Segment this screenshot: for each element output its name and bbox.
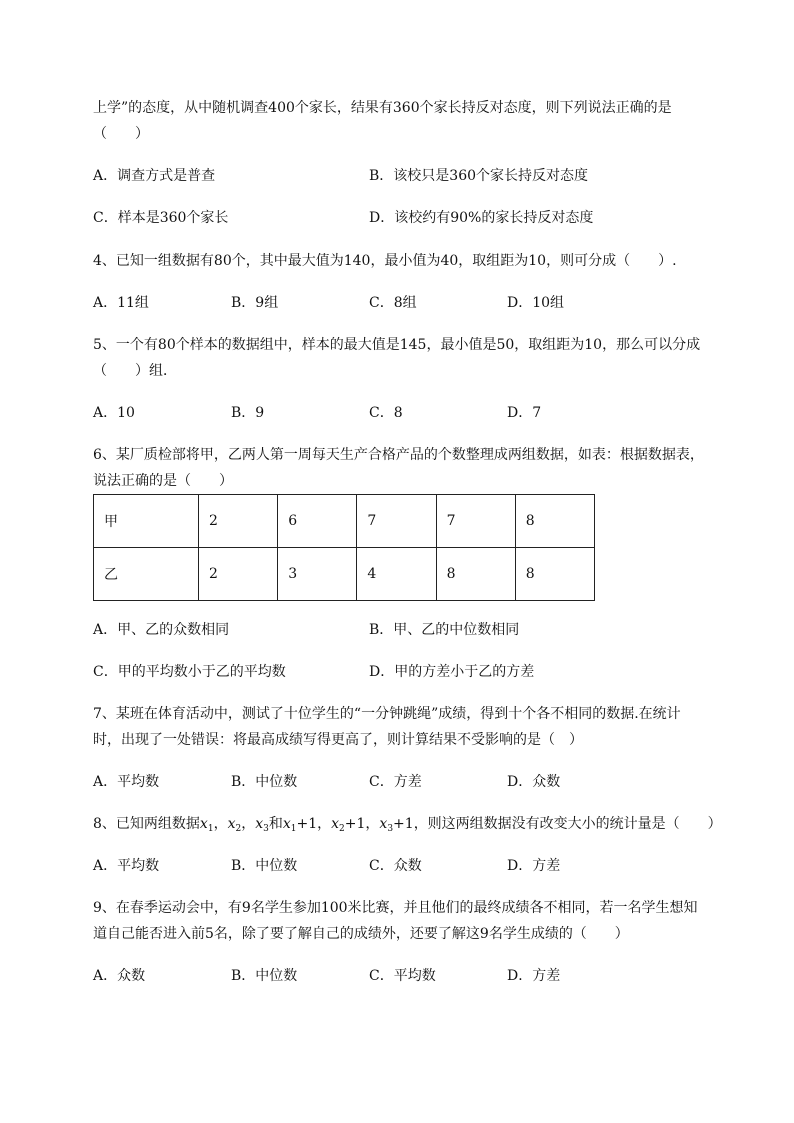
q5-option-a: A．10 — [93, 405, 135, 421]
q3-stem-line1: 上学”的态度，从中随机调查400个家长，结果有360个家长持反对态度，则下列说法正确的是 — [93, 100, 672, 116]
separator: ， — [241, 816, 256, 832]
q8-option-b: B．中位数 — [231, 858, 298, 874]
q9-option-b: B．中位数 — [231, 968, 298, 984]
separator: ， — [317, 816, 332, 832]
q3-option-d: D．该校约有90%的家长持反对态度 — [369, 210, 594, 226]
q7-option-d: D．众数 — [507, 774, 561, 790]
q4-option-c: C．8组 — [369, 295, 417, 311]
q8-option-a: A．平均数 — [93, 858, 160, 874]
q7-option-b: B．中位数 — [231, 774, 298, 790]
q8-stem-prefix: 8、已知两组数据 — [93, 816, 200, 832]
q8-stem-suffix: ，则这两组数据没有改变大小的统计量是（ ） — [413, 816, 722, 832]
table-cell: 8 — [515, 548, 594, 601]
q7-option-a: A．平均数 — [93, 774, 160, 790]
q9-stem-line2: 道自己能否进入前5名，除了要了解自己的成绩外，还要了解这9名学生成绩的（ ） — [93, 926, 629, 942]
q5-stem-line2: （ ）组． — [93, 363, 177, 379]
var-x: x — [199, 816, 208, 832]
q5-stem-line1: 5、一个有80个样本的数据组中，样本的最大值是145，最小值是50，取组距为10，那么可以分成 — [93, 337, 701, 353]
q9-option-a: A．众数 — [93, 968, 146, 984]
table-cell: 8 — [515, 495, 594, 548]
q9-stem-line1: 9、在春季运动会中，有9名学生参加100米比赛，并且他们的最终成绩各不相同，若一名学生想知 — [93, 900, 698, 916]
table-row — [94, 495, 595, 548]
q6-option-a: A．甲、乙的众数相同 — [93, 622, 230, 638]
plus-one: +1 — [344, 816, 366, 832]
plus-one: +1 — [393, 816, 414, 832]
q5-option-c: C．8 — [369, 405, 403, 421]
table-cell: 2 — [199, 548, 278, 601]
q7-option-c: C．方差 — [369, 774, 422, 790]
table-cell: 甲 — [94, 495, 199, 548]
q3-option-c: C．样本是360个家长 — [93, 210, 229, 226]
q3-stem-line2: （ ） — [93, 126, 149, 142]
var-x: x — [227, 816, 236, 832]
q4-stem: 4、已知一组数据有80个，其中最大值为140，最小值为40，取组距为10，则可分成（ ）. — [93, 253, 677, 269]
subscript: 3 — [263, 824, 269, 834]
var-x: x — [379, 816, 388, 832]
subscript: 2 — [339, 824, 345, 834]
plus-one: +1 — [296, 816, 318, 832]
q4-option-d: D．10组 — [507, 295, 565, 311]
q6-option-b: B．甲、乙的中位数相同 — [369, 622, 520, 638]
q8-stem — [93, 814, 722, 839]
q6-option-d: D．甲的方差小于乙的方差 — [369, 664, 535, 680]
table-cell: 2 — [199, 495, 278, 548]
q6-stem-line2: 说法正确的是（ ） — [93, 473, 233, 489]
q7-stem-line1: 7、某班在体育活动中，测试了十位学生的“一分钟跳绳”成绩，得到十个各不相同的数据.在统计 — [93, 706, 681, 722]
q6-data-table — [93, 494, 595, 601]
q3-option-a: A．调查方式是普查 — [93, 168, 216, 184]
q4-option-b: B．9组 — [231, 295, 279, 311]
table-cell: 6 — [278, 495, 357, 548]
table-cell: 7 — [357, 495, 436, 548]
q6-stem-line1: 6、某厂质检部将甲，乙两人第一周每天生产合格产品的个数整理成两组数据，如表：根据数据表， — [93, 447, 704, 463]
separator: ， — [365, 816, 380, 832]
subscript: 3 — [387, 824, 394, 834]
table-row — [94, 548, 595, 601]
q4-option-a: A．11组 — [93, 295, 149, 311]
q9-option-d: D．方差 — [507, 968, 561, 984]
table-cell: 3 — [278, 548, 357, 601]
q8-option-d: D．方差 — [507, 858, 561, 874]
q5-option-d: D．7 — [507, 405, 542, 421]
q8-option-c: C．众数 — [369, 858, 422, 874]
q6-option-c: C．甲的平均数小于乙的平均数 — [93, 664, 286, 680]
conjunction: 和 — [268, 816, 283, 832]
q9-option-c: C．平均数 — [369, 968, 436, 984]
var-x: x — [331, 816, 340, 832]
table-cell: 8 — [436, 548, 515, 601]
subscript: 1 — [290, 824, 297, 834]
var-x: x — [282, 816, 291, 832]
separator: ， — [213, 816, 228, 832]
var-x: x — [255, 816, 264, 832]
table-cell: 4 — [357, 548, 436, 601]
table-cell: 乙 — [94, 548, 199, 601]
q7-stem-line2: 时，出现了一处错误：将最高成绩写得更高了，则计算结果不受影响的是（ ） — [93, 732, 583, 748]
q3-option-b: B．该校只是360个家长持反对态度 — [369, 168, 589, 184]
q5-option-b: B．9 — [231, 405, 265, 421]
subscript: 1 — [207, 824, 214, 834]
subscript: 2 — [235, 824, 242, 834]
table-cell: 7 — [436, 495, 515, 548]
